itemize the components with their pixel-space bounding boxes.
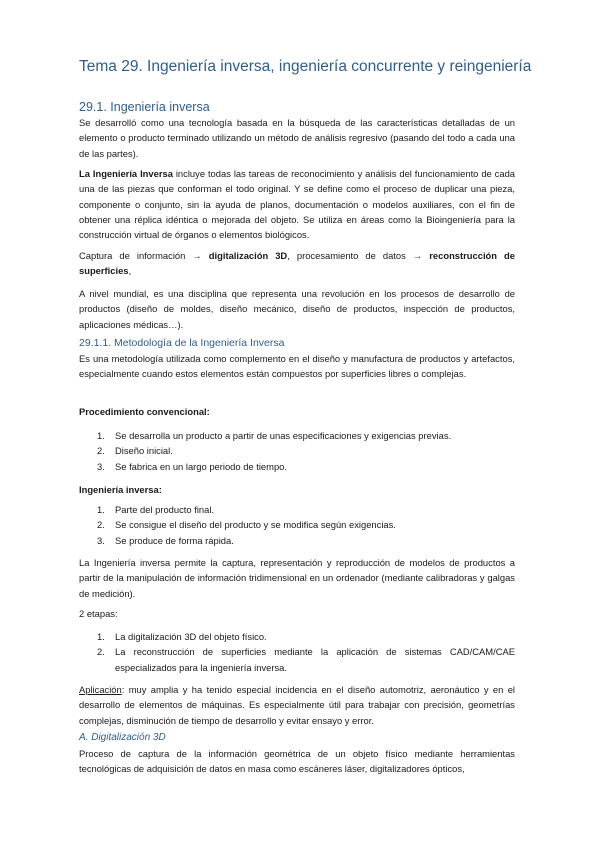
list-item (97, 459, 515, 474)
document-title: Tema 29. Ingeniería inversa, ingeniería concurrente y reingeniería (79, 58, 532, 75)
list-number: 1. (97, 430, 105, 441)
paragraph-captura: La Ingeniería inversa permite la captura, representación y reproducción de modelos de productos a partir de la manipulación de información tridimensional en un ordenador (mediante calibradoras y galgas de medición). (79, 557, 515, 599)
flow-step-digitalizacion: digitalización 3D (208, 250, 288, 261)
list-item (97, 533, 515, 548)
label-procedimiento-convencional: Procedimiento convencional: (79, 406, 210, 417)
list-number: 3. (97, 534, 105, 546)
list-item (97, 502, 515, 517)
list-etapas (97, 629, 515, 675)
flow-step-capture: Captura de información → (79, 250, 209, 261)
flow-step-processing: , procesamiento de datos → (287, 250, 430, 261)
list-number: 1. (97, 504, 105, 515)
list-text: Se desarrolla un producto a partir de unas especificaciones y exigencias previas. (115, 430, 452, 441)
list-ingenieria-inversa (97, 502, 515, 548)
list-number: 2. (97, 646, 105, 658)
list-number: 2. (97, 519, 105, 531)
paragraph-definition: Se desarrolló como una tecnología basada en la búsqueda de las características detalladas de un elemento o producto terminado utilizando un método de análisis regresivo (pasando del todo a cada una de las partes). (79, 117, 515, 159)
label-ingenieria-inversa: Ingeniería inversa: (79, 484, 162, 495)
section-heading-29-1: 29.1. Ingeniería inversa (79, 100, 210, 114)
label-2-etapas: 2 etapas: (79, 608, 118, 619)
list-text: Parte del producto final. (115, 504, 215, 515)
paragraph-text: : muy amplia y ha tenido especial incidencia en el diseño automotriz, aeronáutico y en el desarrollo de elementos de máquinas. Es especialmente útil para trabajar con precisión, geometrías complejas, disminución de tiempo de desarrollo y evitar ensayo y error. (79, 684, 515, 726)
list-item (97, 517, 515, 532)
list-item (97, 428, 515, 443)
section-heading-29-1-1: 29.1.1. Metodología de la Ingeniería Inversa (79, 337, 285, 349)
list-text: Se fabrica en un largo periodo de tiempo. (115, 460, 287, 472)
paragraph-text: incluye todas las tareas de reconocimiento y análisis del funcionamiento de cada una de las piezas que conforman el todo original. Y se define como el proceso de duplicar una pieza, componente o conjunto, sin la ayuda de planos, documentación o modelos auxiliares, con el fin de obtener una réplica idéntica o mejorada del objeto. Se utiliza en áreas como la Bioingeniería para la construcción virtual de órganos o elementos biológicos. (79, 168, 515, 241)
list-item (97, 443, 515, 458)
paragraph-metodologia: Es una metodología utilizada como complemento en el diseño y manufactura de productos y artefactos, especialmente cuando estos elementos están compuestos por superficies libres o complejas. (79, 353, 515, 380)
list-number: 2. (97, 445, 105, 457)
term-ingenieria-inversa: La Ingeniería Inversa (79, 168, 173, 179)
list-item (97, 644, 515, 675)
list-text: Diseño inicial. (115, 445, 173, 457)
section-heading-a: A. Digitalización 3D (79, 732, 166, 743)
list-text: Se consigue el diseño del producto y se modifica según exigencias. (115, 519, 396, 531)
list-text: La reconstrucción de superficies mediante la aplicación de sistemas CAD/CAM/CAE especializados para la ingeniería inversa. (115, 646, 515, 673)
process-flow (79, 248, 515, 279)
list-number: 3. (97, 460, 105, 472)
list-text: Se produce de forma rápida. (115, 534, 234, 546)
list-text: La digitalización 3D del objeto físico. (115, 631, 267, 642)
list-number: 1. (97, 631, 105, 642)
flow-end: , (128, 265, 132, 277)
list-procedimiento-convencional (97, 428, 515, 474)
paragraph-aplicacion (79, 682, 515, 728)
list-item (97, 629, 515, 644)
paragraph-nivel-mundial: A nivel mundial, es una disciplina que representa una revolución en los procesos de desarrollo de productos (diseño de moldes, diseño mecánico, diseño de productos, inspección de productos, aplicaciones médicas…). (79, 288, 515, 330)
label-aplicacion: Aplicación (79, 684, 122, 695)
paragraph-ingenieria-inversa (79, 166, 515, 242)
paragraph-digitalizacion: Proceso de captura de la información geométrica de un objeto físico mediante herramientas tecnológicas de adquisición de datos en masa como escáneres láser, digitalizadores ópticos, (79, 748, 515, 775)
flow-step-reconstruccion: reconstrucción de superficies (79, 250, 515, 277)
